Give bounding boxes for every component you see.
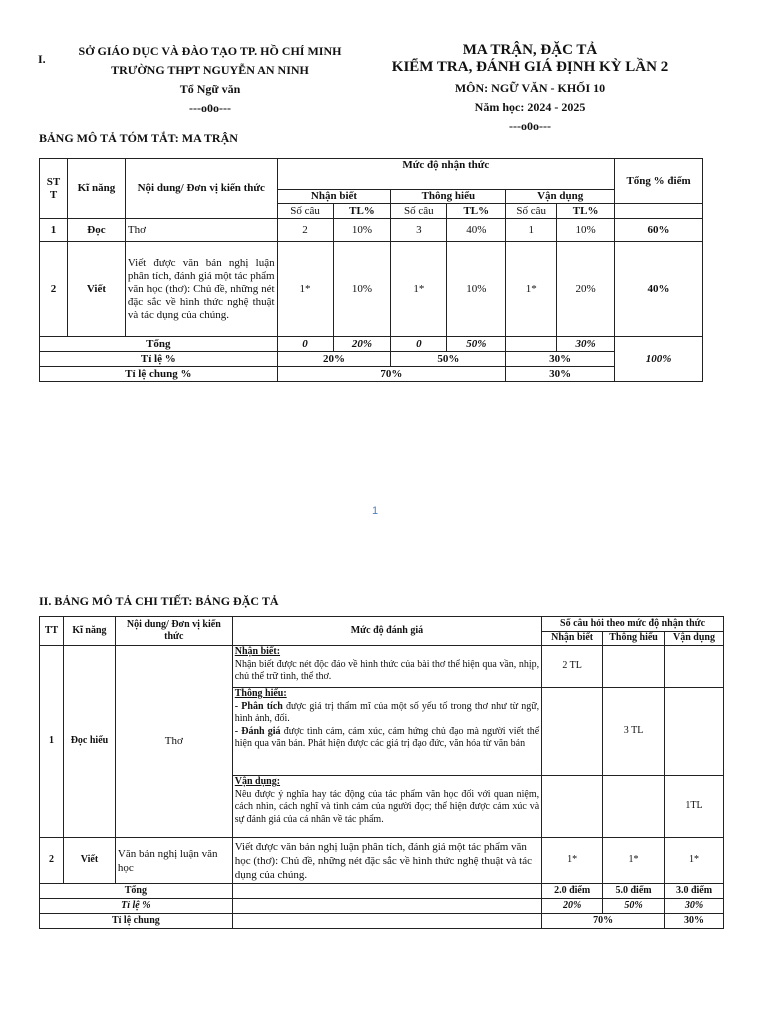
dept-name: SỞ GIÁO DỤC VÀ ĐÀO TẠO TP. HỒ CHÍ MINH (78, 44, 342, 58)
cell-value: 10% (557, 219, 615, 242)
h-tl: TL% (333, 204, 391, 219)
h-noidung: Nội dung/ Đơn vị kiến thức (115, 617, 232, 646)
matrix-table (39, 158, 703, 382)
ratio-value: 30% (506, 352, 615, 367)
cell-nb-count: 1* (542, 838, 603, 884)
cell-value: 40% (447, 219, 506, 242)
cell-value: 1* (506, 242, 557, 337)
th-bold-2: - Đánh giá (234, 725, 281, 737)
empty-cell (542, 688, 603, 776)
cell-kinang: Viết (63, 838, 115, 884)
common-ratio-row (40, 914, 724, 929)
h-mucdo: Mức độ đánh giá (232, 617, 541, 646)
th-bold-1: - Phân tích (234, 700, 283, 712)
h-mucdo: Mức độ nhận thức (277, 159, 615, 190)
common-ratio-label: Tỉ lệ chung % (40, 367, 278, 382)
cell-noidung: Thơ (115, 646, 232, 838)
cell-mucdo-thonghieu (232, 688, 541, 776)
total-value (506, 337, 557, 352)
header-right (385, 42, 675, 136)
common-ratio-value: 70% (277, 367, 506, 382)
empty-cell (603, 776, 665, 838)
school-name: TRƯỜNG THPT NGUYỄN AN NINH (111, 63, 309, 77)
empty-cell (542, 776, 603, 838)
cell-noidung: Viết được văn bản nghị luận phân tích, đánh giá một tác phẩm văn học (thơ): Chủ đề, những nét đặc sắc về hình thức nghệ thuật và tác dụng của chúng. (125, 242, 277, 337)
total-value: 50% (447, 337, 506, 352)
doc-title-1: MA TRẬN, ĐẶC TẢ (462, 42, 598, 58)
empty-cell (665, 688, 724, 776)
h-kinang: Kĩ năng (67, 159, 125, 219)
ratio-label: Tỉ lệ % (40, 352, 278, 367)
h-tl: TL% (557, 204, 615, 219)
spec-table (39, 616, 724, 929)
h-vandung: Vận dụng (506, 190, 615, 204)
header-left (60, 42, 360, 118)
ratio-value: 50% (391, 352, 506, 367)
ratio-value: 30% (665, 899, 724, 914)
cell-value: 1 (506, 219, 557, 242)
cell-mucdo-nhanbiet (232, 646, 541, 688)
cell-value: 1* (391, 242, 447, 337)
vd-text: Nêu được ý nghĩa hay tác động của tác phẩm văn học đối với quan niệm, cách nhìn, cách nghĩ và tình cảm của người đọc; thể hiện được cảm xúc và sự đánh giá của cá nhân về tác phẩm. (234, 788, 540, 825)
total-row (40, 884, 724, 899)
section-number: I. (38, 52, 46, 66)
ratio-value: 20% (542, 899, 603, 914)
total-row (40, 337, 703, 352)
ratio-value: 20% (277, 352, 391, 367)
cell-value: 10% (447, 242, 506, 337)
cell-tt: 1 (40, 646, 64, 838)
h-thonghieu: Thông hiểu (603, 632, 665, 646)
h-stt: ST T (40, 159, 68, 219)
page-number: 1 (372, 505, 379, 517)
grand-total: 100% (615, 337, 703, 382)
cell-kinang: Đọc hiểu (63, 646, 115, 838)
cell-th-count: 1* (603, 838, 665, 884)
table-row (40, 219, 703, 242)
vd-title: Vận dụng: (234, 776, 281, 787)
cell-tt: 2 (40, 838, 64, 884)
empty-cell (665, 646, 724, 688)
separator-right: ---o0o--- (509, 119, 551, 133)
empty-cell (232, 884, 541, 899)
nb-text: Nhận biết được nét độc đáo về hình thức của bài thơ thể hiện qua vần, nhịp, chủ thể trữ tình, thể thơ. (234, 658, 540, 682)
h-socau: Số câu hỏi theo mức độ nhận thức (542, 617, 724, 632)
section1-title: BẢNG MÔ TẢ TÓM TẮT: MA TRẬN (39, 131, 238, 145)
section2-title: II. BẢNG MÔ TẢ CHI TIẾT: BẢNG ĐẶC TẢ (39, 594, 279, 608)
total-value: 3.0 điểm (665, 884, 724, 899)
cell-value: 20% (557, 242, 615, 337)
cell-mucdo-vandung (232, 776, 541, 838)
h-socau: Số câu (391, 204, 447, 219)
cell-kinang: Đọc (67, 219, 125, 242)
common-ratio-value: 70% (542, 914, 665, 929)
table-row (40, 646, 724, 688)
common-ratio-row (40, 367, 703, 382)
ratio-label: Tỉ lệ % (40, 899, 233, 914)
h-tt: TT (40, 617, 64, 646)
total-label: Tổng (40, 337, 278, 352)
h-nhanbiet: Nhận biết (542, 632, 603, 646)
cell-total: 40% (615, 242, 703, 337)
total-value: 30% (557, 337, 615, 352)
total-value: 0 (277, 337, 333, 352)
total-value: 0 (391, 337, 447, 352)
doc-title-2: KIỂM TRA, ĐÁNH GIÁ ĐỊNH KỲ LẦN 2 (391, 59, 669, 75)
cell-vd-count: 1* (665, 838, 724, 884)
subject: MÔN: NGỮ VĂN - KHỐI 10 (454, 81, 606, 95)
ratio-row (40, 899, 724, 914)
total-value: 5.0 điểm (603, 884, 665, 899)
cell-value: 1* (277, 242, 333, 337)
empty-cell (232, 914, 541, 929)
th-text-2: được tình cảm, cảm xúc, cảm hứng chủ đạo mà người viết thể hiện qua văn bản. Phát hiện được các giá trị đạo đức, văn hóa từ văn bản (234, 725, 540, 749)
th-title: Thông hiểu: (234, 688, 287, 699)
nb-title: Nhận biết: (234, 646, 281, 657)
cell-value: 2 (277, 219, 333, 242)
table-row (40, 838, 724, 884)
cell-th-count: 3 TL (603, 688, 665, 776)
h-thonghieu: Thông hiểu (391, 190, 506, 204)
ratio-row (40, 352, 703, 367)
h-noidung: Nội dung/ Đơn vị kiến thức (125, 159, 277, 219)
h-vandung: Vận dụng (665, 632, 724, 646)
cell-kinang: Viết (67, 242, 125, 337)
cell-stt: 2 (40, 242, 68, 337)
separator-left: ---o0o--- (189, 101, 231, 115)
school-year: Năm học: 2024 - 2025 (474, 100, 586, 114)
common-ratio-value: 30% (665, 914, 724, 929)
ratio-value: 50% (603, 899, 665, 914)
cell-mucdo: Viết được văn bản nghị luận phân tích, đánh giá một tác phẩm văn học (thơ): Chủ đề, những nét đặc sắc về hình thức nghệ thuật và tác dụng của chúng. (232, 838, 541, 884)
cell-value: 10% (333, 219, 391, 242)
total-value: 20% (333, 337, 391, 352)
empty-cell (603, 646, 665, 688)
h-nhanbiet: Nhận biết (277, 190, 391, 204)
h-socau: Số câu (506, 204, 557, 219)
th-text-1: được giá trị thẩm mĩ của một số yếu tố trong thơ như từ ngữ, hình ảnh, đối. (234, 700, 540, 724)
table-row (40, 242, 703, 337)
common-ratio-label: Tỉ lệ chung (40, 914, 233, 929)
cell-value: 3 (391, 219, 447, 242)
common-ratio-value: 30% (506, 367, 615, 382)
cell-total: 60% (615, 219, 703, 242)
cell-vd-count: 1TL (665, 776, 724, 838)
cell-nb-count: 2 TL (542, 646, 603, 688)
total-value: 2.0 điểm (542, 884, 603, 899)
empty-cell (232, 899, 541, 914)
cell-value: 10% (333, 242, 391, 337)
h-socau: Số câu (277, 204, 333, 219)
group-name: Tổ Ngữ văn (179, 82, 241, 96)
cell-noidung: Thơ (125, 219, 277, 242)
total-label: Tổng (40, 884, 233, 899)
h-tong: Tổng % điểm (615, 159, 703, 204)
empty-cell (615, 204, 703, 219)
cell-noidung: Văn bản nghị luận văn học (115, 838, 232, 884)
cell-stt: 1 (40, 219, 68, 242)
h-kinang: Kĩ năng (63, 617, 115, 646)
h-tl: TL% (447, 204, 506, 219)
